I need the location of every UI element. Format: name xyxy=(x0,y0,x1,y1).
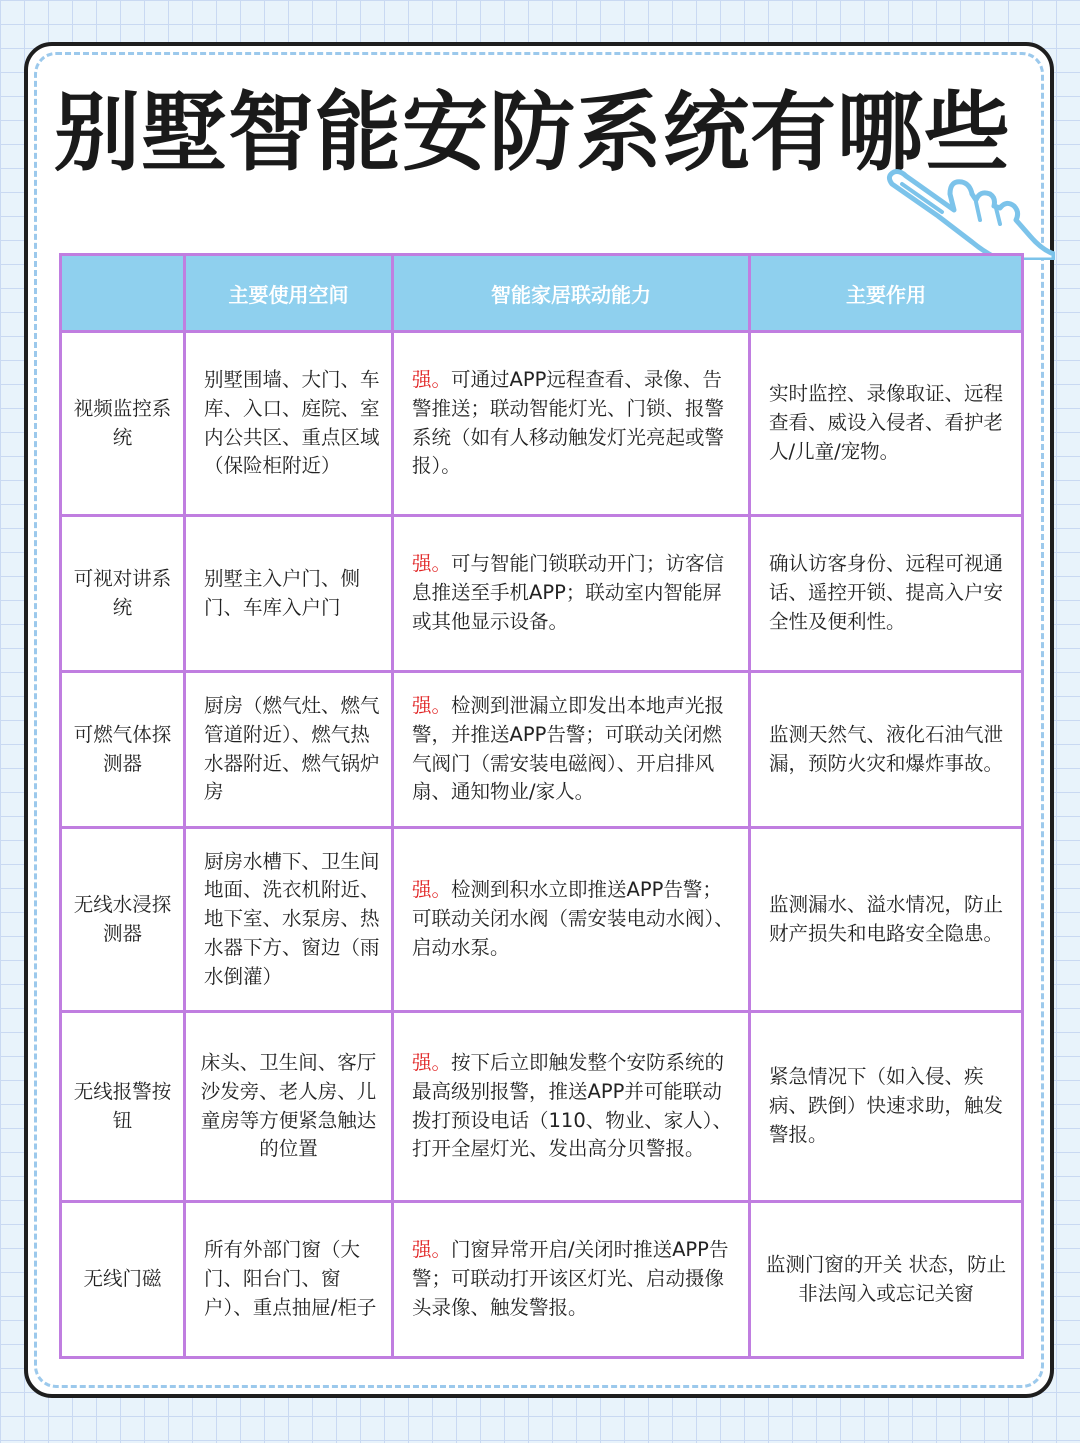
main-function: 监测天然气、液化石油气泄漏，预防火灾和爆炸事故。 xyxy=(750,672,1023,828)
linkage-ability xyxy=(393,1012,750,1202)
table-row xyxy=(61,332,1023,516)
main-function: 监测门窗的开关 状态，防止非法闯入或忘记关窗 xyxy=(750,1202,1023,1358)
header-space: 主要使用空间 xyxy=(185,255,393,332)
table-row xyxy=(61,672,1023,828)
system-name: 无线水浸探测器 xyxy=(61,828,185,1012)
table-row xyxy=(61,1012,1023,1202)
linkage-ability xyxy=(393,516,750,672)
main-function: 确认访客身份、远程可视通话、遥控开锁、提高入户安全性及便利性。 xyxy=(750,516,1023,672)
usage-space: 厨房水槽下、卫生间地面、洗衣机附近、地下室、水泵房、热水器下方、窗边（雨水倒灌） xyxy=(185,828,393,1012)
main-function: 监测漏水、溢水情况，防止财产损失和电路安全隐患。 xyxy=(750,828,1023,1012)
linkage-level: 强。 xyxy=(412,552,452,576)
linkage-ability xyxy=(393,332,750,516)
usage-space: 别墅主入户门、侧门、车库入户门 xyxy=(185,516,393,672)
system-name: 视频监控系统 xyxy=(61,332,185,516)
linkage-level: 强。 xyxy=(412,367,452,391)
linkage-detail: 可与智能门锁联动开门；访客信息推送至手机APP；联动室内智能屏或其他显示设备。 xyxy=(412,552,725,633)
usage-space: 所有外部门窗（大门、阳台门、窗户）、重点抽屉/柜子 xyxy=(185,1202,393,1358)
linkage-ability xyxy=(393,828,750,1012)
linkage-detail: 检测到泄漏立即发出本地声光报警，并推送APP告警；可联动关闭燃气阀门（需安装电磁阀）、开启排风扇、通知物业/家人。 xyxy=(412,693,725,804)
linkage-detail: 检测到积水立即推送APP告警；可联动关闭水阀（需安装电动水阀）、启动水泵。 xyxy=(412,878,734,959)
table-row xyxy=(61,516,1023,672)
table-header-row xyxy=(61,255,1023,332)
main-function: 紧急情况下（如入侵、疾病、跌倒）快速求助，触发警报。 xyxy=(750,1012,1023,1202)
table-row xyxy=(61,1202,1023,1358)
linkage-ability xyxy=(393,1202,750,1358)
page-title: 别墅智能安防系统有哪些 xyxy=(54,83,1011,183)
system-name: 可燃气体探测器 xyxy=(61,672,185,828)
header-function: 主要作用 xyxy=(750,255,1023,332)
linkage-detail: 门窗异常开启/关闭时推送APP告警；可联动打开该区灯光、启动摄像头录像、触发警报。 xyxy=(412,1238,729,1319)
linkage-level: 强。 xyxy=(412,1050,452,1074)
security-systems-table xyxy=(59,253,1024,1359)
linkage-level: 强。 xyxy=(412,1238,452,1262)
system-name: 可视对讲系统 xyxy=(61,516,185,672)
linkage-detail: 按下后立即触发整个安防系统的最高级别报警，推送APP并可能联动拨打预设电话（110、物业、家人）、打开全屋灯光、发出高分贝警报。 xyxy=(412,1050,732,1161)
system-name: 无线报警按钮 xyxy=(61,1012,185,1202)
linkage-detail: 可通过APP远程查看、录像、告警推送；联动智能灯光、门锁、报警系统（如有人移动触发灯光亮起或警报）。 xyxy=(412,367,725,478)
header-linkage: 智能家居联动能力 xyxy=(393,255,750,332)
usage-space: 床头、卫生间、客厅沙发旁、老人房、儿童房等方便紧急触达的位置 xyxy=(185,1012,393,1202)
header-system xyxy=(61,255,185,332)
usage-space: 别墅围墙、大门、车库、入口、庭院、室内公共区、重点区域（保险柜附近） xyxy=(185,332,393,516)
linkage-ability xyxy=(393,672,750,828)
linkage-level: 强。 xyxy=(412,878,452,902)
linkage-level: 强。 xyxy=(412,693,452,717)
pointing-hand-icon xyxy=(880,150,1055,260)
usage-space: 厨房（燃气灶、燃气管道附近）、燃气热水器附近、燃气锅炉房 xyxy=(185,672,393,828)
system-name: 无线门磁 xyxy=(61,1202,185,1358)
table-row xyxy=(61,828,1023,1012)
main-function: 实时监控、录像取证、远程查看、威设入侵者、看护老人/儿童/宠物。 xyxy=(750,332,1023,516)
